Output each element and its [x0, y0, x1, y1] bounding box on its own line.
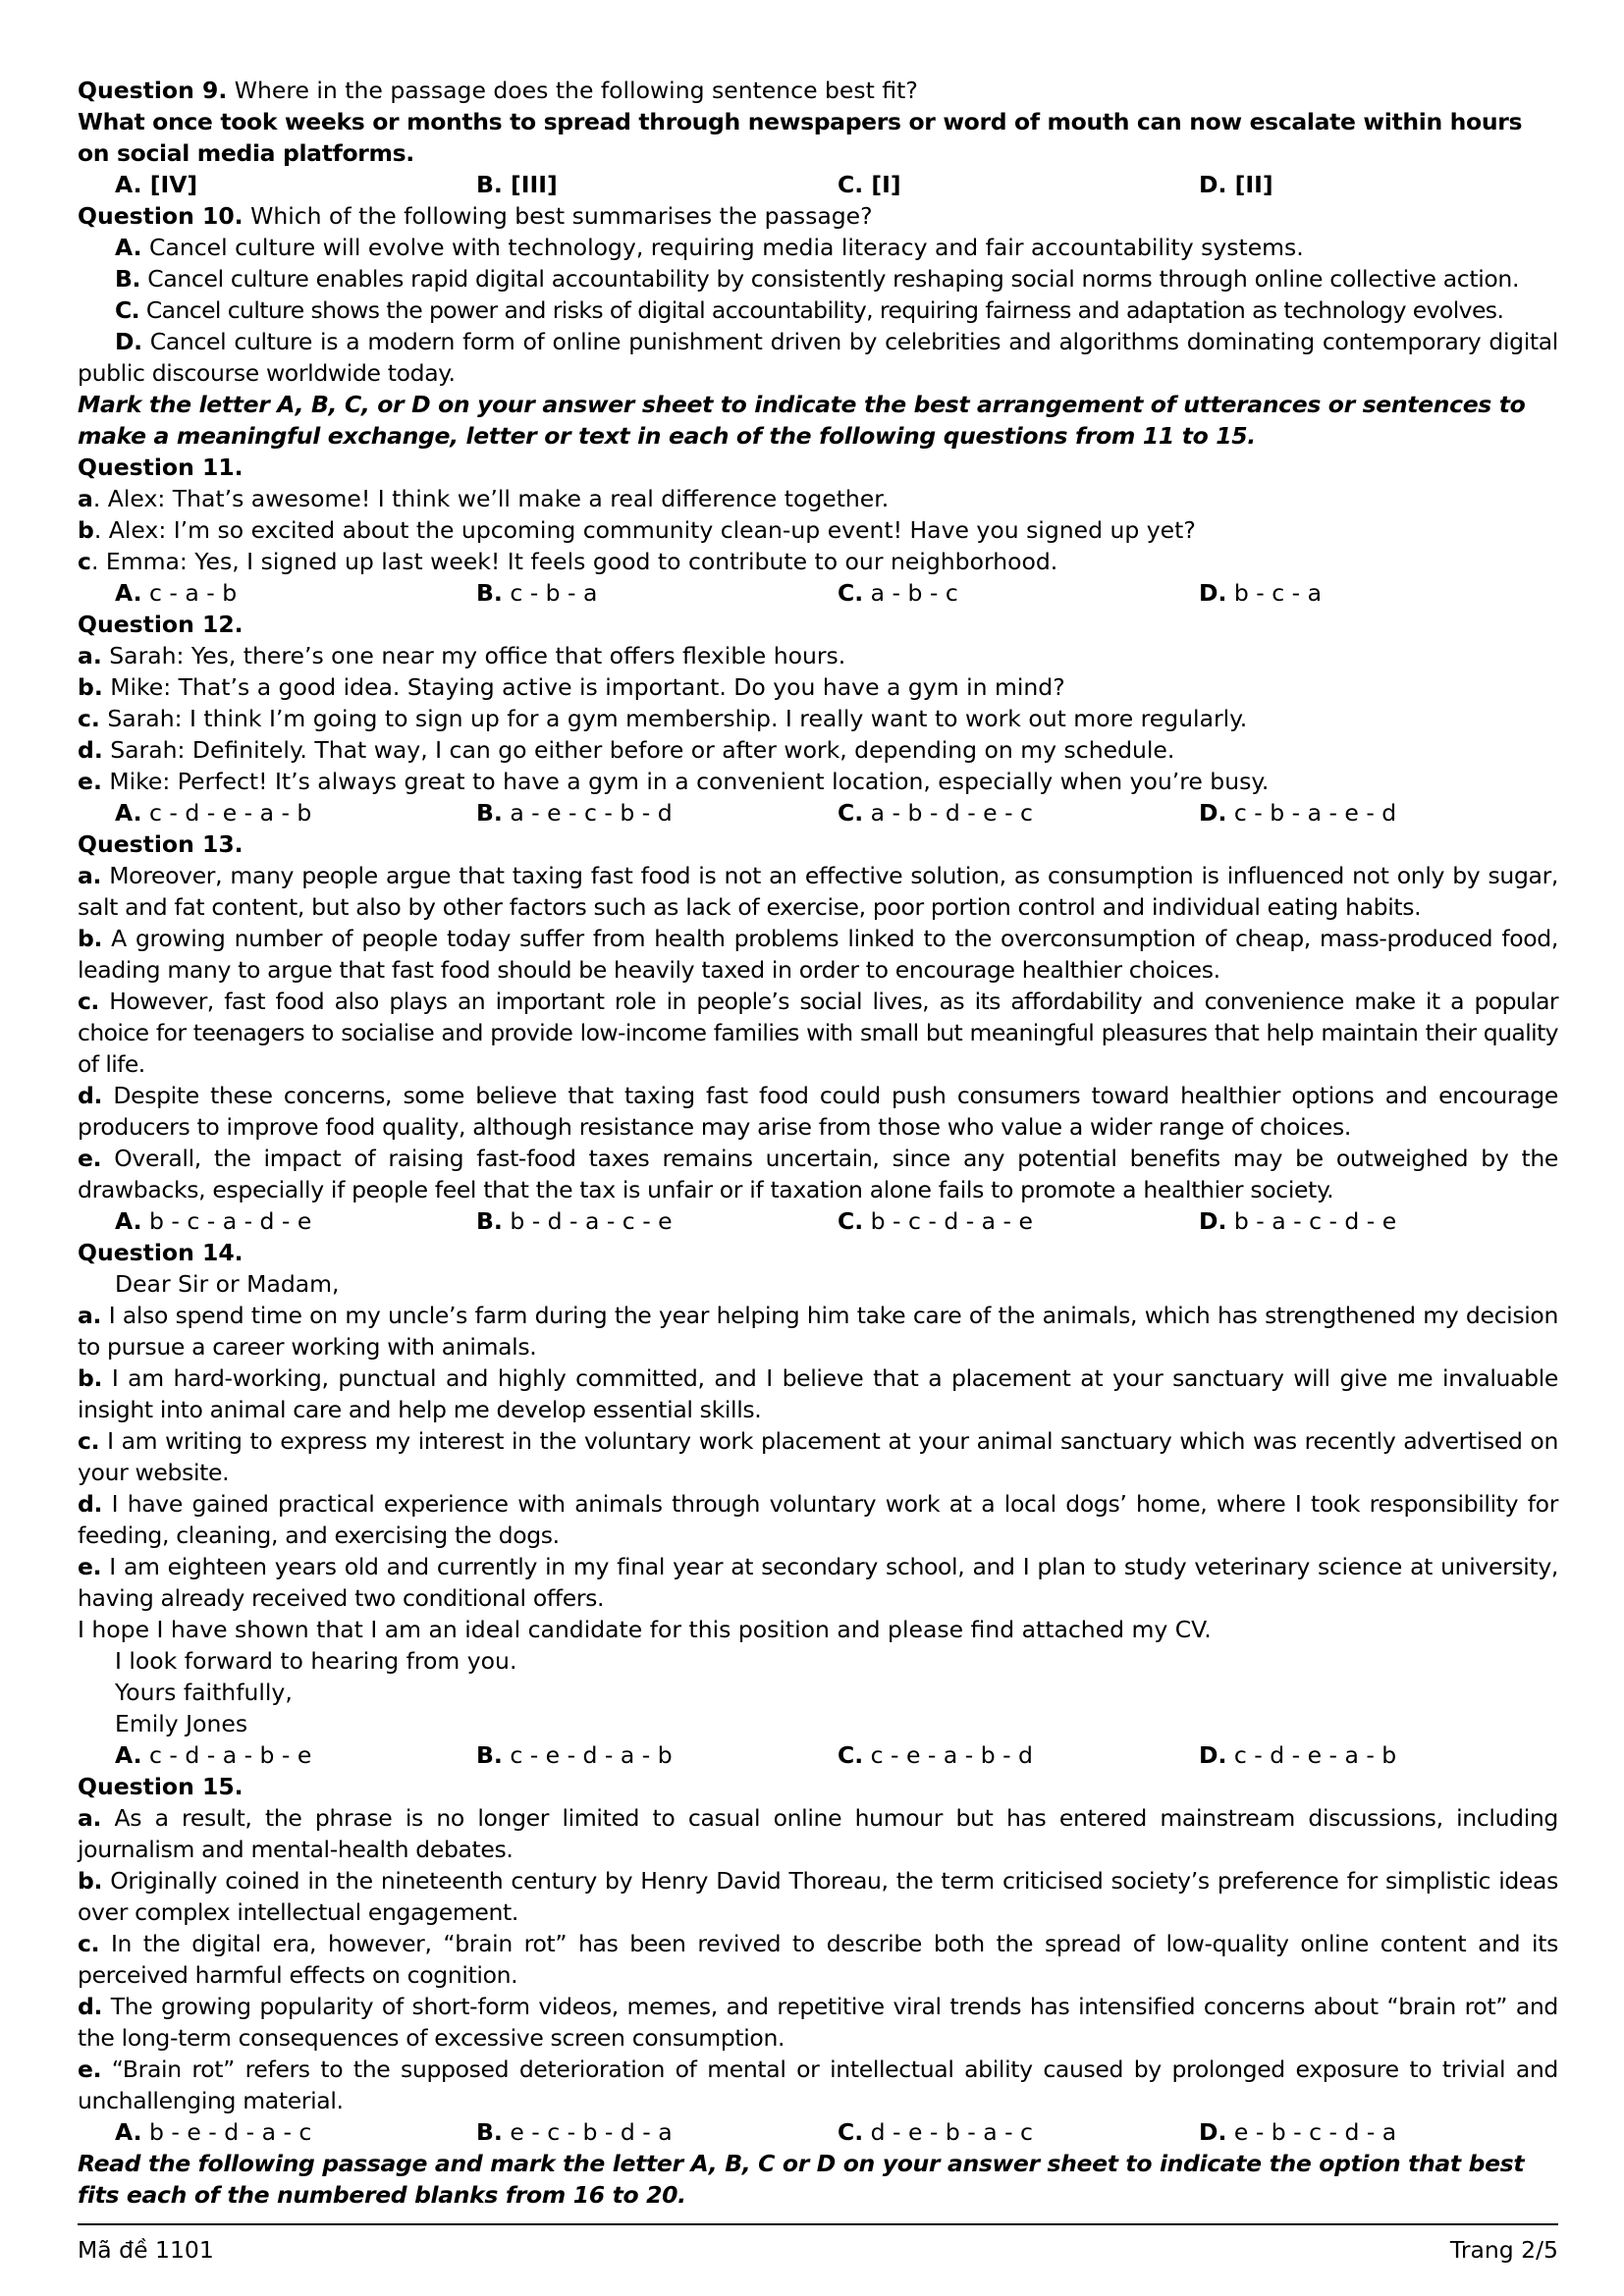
option-c[interactable]: C. a - b - c [838, 579, 958, 607]
exam-code: Mã đề 1101 [78, 2236, 214, 2264]
item-e: e. I am eighteen years old and currently in my final year at secondary school, and I plan to study veterinary science at university, having already received two conditional offers. [78, 1553, 1558, 1612]
option-b[interactable]: B. a - e - c - b - d [476, 799, 673, 827]
option-a[interactable]: A. c - d - e - a - b [115, 799, 312, 827]
question-9-prompt [78, 75, 1558, 106]
item-a: a. Moreover, many people argue that taxing fast food is not an effective solution, as consumption is influenced not only by sugar, salt and fat content, but also by other factors such as lack of exercise, poor portion control and individual eating habits. [78, 862, 1558, 921]
question-label: Question 12. [78, 611, 244, 638]
question-14 [78, 1237, 1558, 1771]
item-e: e. Overall, the impact of raising fast-food taxes remains uncertain, since any potential benefits may be outweighed by the drawbacks, especially if people feel that the tax is unfair or if taxation alone fails to promote a healthier society. [78, 1145, 1558, 1203]
letter-greeting: Dear Sir or Madam, [115, 1270, 340, 1298]
item-c: c. I am writing to express my interest in the voluntary work placement at your animal sanctuary which was recently advertised on your website. [78, 1427, 1558, 1486]
option-c[interactable]: C. Cancel culture shows the power and risks of digital accountability, requiring fairness and adaptation as technology evolves. [115, 296, 1504, 324]
question-9-sentence: What once took weeks or months to spread through newspapers or word of mouth can now escalate within hours on social media platforms. [78, 108, 1523, 167]
question-11 [78, 452, 1558, 609]
letter-closing-line: I hope I have shown that I am an ideal candidate for this position and please find attached my CV. [78, 1616, 1212, 1643]
question-label: Question 11. [78, 454, 244, 481]
exam-page [78, 75, 1558, 2211]
item-d: d. Sarah: Definitely. That way, I can go either before or after work, depending on my schedule. [78, 736, 1175, 764]
option-d[interactable]: D. b - a - c - d - e [1199, 1207, 1397, 1235]
item-a: a. Sarah: Yes, there’s one near my office that offers flexible hours. [78, 642, 846, 669]
question-label: Question 13. [78, 830, 244, 858]
question-15 [78, 1771, 1558, 2148]
question-10 [78, 200, 1558, 389]
question-9 [78, 75, 1558, 200]
option-b[interactable]: B. [III] [476, 171, 558, 198]
item-d: d. I have gained practical experience with animals through voluntary work at a local dogs’ home, where I took responsibility for feeding, cleaning, and exercising the dogs. [78, 1490, 1558, 1549]
answer-options [78, 797, 1558, 828]
option-d[interactable]: D. c - d - e - a - b [1199, 1741, 1397, 1769]
footer-divider [78, 2223, 1558, 2225]
option-b[interactable]: B. b - d - a - c - e [476, 1207, 673, 1235]
option-c[interactable]: C. a - b - d - e - c [838, 799, 1033, 827]
answer-options [78, 1205, 1558, 1237]
item-d: d. Despite these concerns, some believe that taxing fast food could push consumers toward healthier options and encourage producers to improve food quality, although resistance may arise from those who value a wider range of choices. [78, 1082, 1558, 1141]
question-label: Question 15. [78, 1773, 244, 1800]
instruction-11-15: Mark the letter A, B, C, or D on your answer sheet to indicate the best arrangement of utterances or sentences to make a meaningful exchange, letter or text in each of the following questions from 11 to 15. [78, 391, 1526, 450]
item-c: c. However, fast food also plays an important role in people’s social lives, as its affordability and convenience make it a popular choice for teenagers to socialise and provide low-income families with small but meaningful pleasures that help maintain their quality of life. [78, 988, 1558, 1078]
item-a: a. As a result, the phrase is no longer limited to casual online humour but has entered mainstream discussions, including journalism and mental-health debates. [78, 1804, 1558, 1863]
option-c[interactable]: C. c - e - a - b - d [838, 1741, 1033, 1769]
answer-options [78, 577, 1558, 609]
page-number: Trang 2/5 [1449, 2236, 1558, 2264]
option-a[interactable]: A. c - d - a - b - e [115, 1741, 312, 1769]
option-c[interactable]: C. b - c - d - a - e [838, 1207, 1033, 1235]
item-d: d. The growing popularity of short-form videos, memes, and repetitive viral trends has intensified concerns about “brain rot” and the long-term consequences of excessive screen consumption. [78, 1993, 1558, 2052]
option-c[interactable]: C. d - e - b - a - c [838, 2118, 1033, 2146]
option-a[interactable]: A. c - a - b [115, 579, 238, 607]
option-b[interactable]: B. c - b - a [476, 579, 598, 607]
question-text: Where in the passage does the following sentence best fit? [227, 77, 918, 104]
item-b: b. Originally coined in the nineteenth century by Henry David Thoreau, the term criticised society’s preference for simplistic ideas over complex intellectual engagement. [78, 1867, 1558, 1926]
option-d[interactable]: D. [II] [1199, 171, 1273, 198]
item-c: c. Sarah: I think I’m going to sign up for a gym membership. I really want to work out more regularly. [78, 705, 1248, 732]
item-a: a. Alex: That’s awesome! I think we’ll make a real difference together. [78, 485, 890, 512]
option-d[interactable]: D. e - b - c - d - a [1199, 2118, 1397, 2146]
option-a[interactable]: A. b - e - d - a - c [115, 2118, 312, 2146]
option-b[interactable]: B. Cancel culture enables rapid digital accountability by consistently reshaping social norms through online collective action. [115, 265, 1520, 293]
answer-options [78, 2116, 1558, 2148]
question-13 [78, 828, 1558, 1237]
option-d[interactable]: D. Cancel culture is a modern form of online punishment driven by celebrities and algorithms dominating contemporary digital public discourse worldwide today. [78, 328, 1558, 387]
option-a[interactable]: A. b - c - a - d - e [115, 1207, 312, 1235]
item-b: b. Mike: That’s a good idea. Staying active is important. Do you have a gym in mind? [78, 673, 1065, 701]
letter-sign-off-1: I look forward to hearing from you. [115, 1647, 517, 1675]
answer-options [78, 169, 1558, 200]
instruction-16-20: Read the following passage and mark the letter A, B, C or D on your answer sheet to indicate the option that best fits each of the numbered blanks from 16 to 20. [78, 2150, 1525, 2209]
question-text: Which of the following best summarises the passage? [243, 202, 873, 230]
item-b: b. Alex: I’m so excited about the upcoming community clean-up event! Have you signed up yet? [78, 516, 1196, 544]
question-label: Question 9. [78, 77, 228, 104]
option-a[interactable]: A. Cancel culture will evolve with technology, requiring media literacy and fair accountability systems. [115, 234, 1304, 261]
question-label: Question 10. [78, 202, 244, 230]
item-a: a. I also spend time on my uncle’s farm during the year helping him take care of the animals, which has strengthened my decision to pursue a career working with animals. [78, 1302, 1558, 1361]
item-c: c. Emma: Yes, I signed up last week! It feels good to contribute to our neighborhood. [78, 548, 1058, 575]
item-e: e. Mike: Perfect! It’s always great to have a gym in a convenient location, especially when you’re busy. [78, 768, 1270, 795]
item-b: b. I am hard-working, punctual and highly committed, and I believe that a placement at your sanctuary will give me invaluable insight into animal care and help me develop essential skills. [78, 1364, 1558, 1423]
option-a[interactable]: A. [IV] [115, 171, 198, 198]
answer-options [78, 1739, 1558, 1771]
option-d[interactable]: D. b - c - a [1199, 579, 1322, 607]
letter-signature-name: Emily Jones [115, 1710, 248, 1737]
question-12 [78, 609, 1558, 828]
item-c: c. In the digital era, however, “brain rot” has been revived to describe both the spread of low-quality online content and its perceived harmful effects on cognition. [78, 1930, 1558, 1989]
letter-sign-off-2: Yours faithfully, [115, 1679, 293, 1706]
option-d[interactable]: D. c - b - a - e - d [1199, 799, 1397, 827]
item-b: b. A growing number of people today suffer from health problems linked to the overconsumption of cheap, mass-produced food, leading many to argue that fast food should be heavily taxed in order to encourage healthier choices. [78, 925, 1558, 984]
question-label: Question 14. [78, 1239, 244, 1266]
item-e: e. “Brain rot” refers to the supposed deterioration of mental or intellectual ability caused by prolonged exposure to trivial and unchallenging material. [78, 2056, 1558, 2114]
option-c[interactable]: C. [I] [838, 171, 901, 198]
option-b[interactable]: B. c - e - d - a - b [476, 1741, 673, 1769]
question-10-prompt [78, 200, 1558, 232]
option-b[interactable]: B. e - c - b - d - a [476, 2118, 673, 2146]
